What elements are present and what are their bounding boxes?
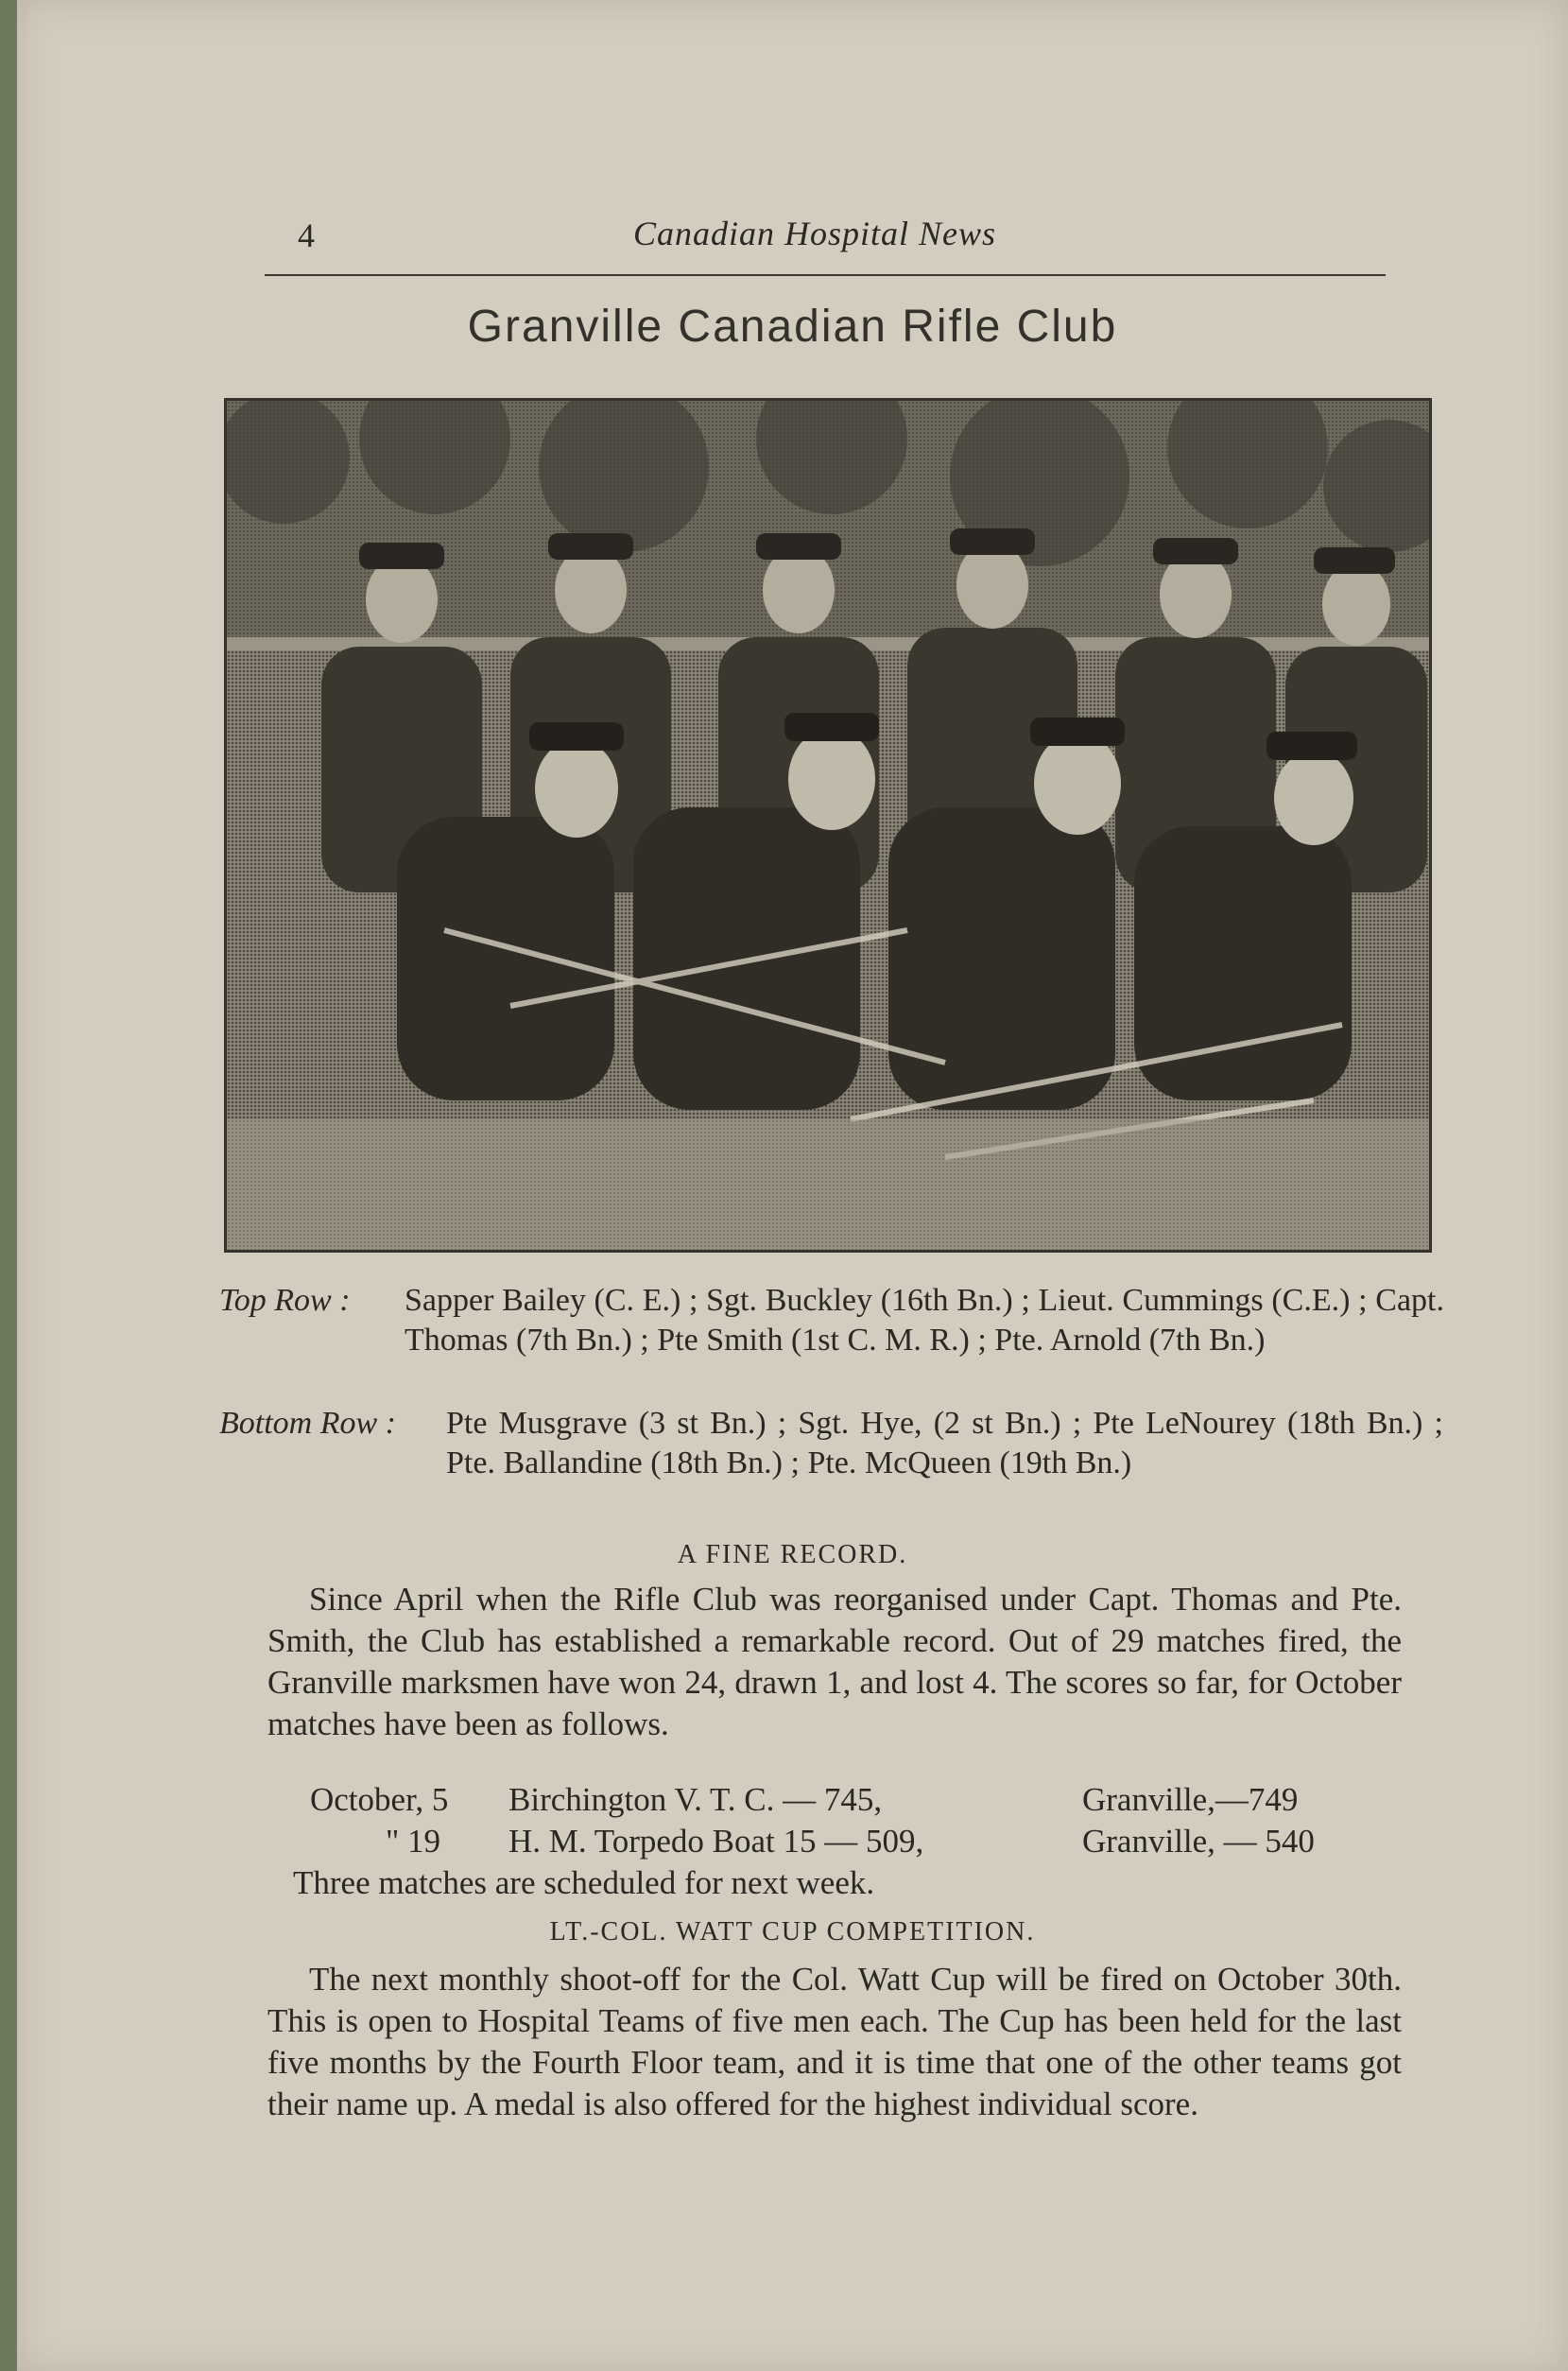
score-opponent: H. M. Torpedo Boat 15 — 509, [508, 1823, 924, 1860]
score-row-1 [310, 1781, 448, 1819]
page-binding-edge [0, 0, 17, 2371]
fine-record-paragraph: Since April when the Rifle Club was reorganised under Capt. Thomas and Pte. Smith, the Club has established a remarkable record. Out of 29 matches fired, the Granville marksmen have won 24, drawn 1, and lost 4. The scores so far, for October matches have been as follows. [267, 1581, 1402, 1742]
caption-top-row-label: Top Row : [219, 1283, 351, 1318]
photo-illustration [227, 401, 1429, 1250]
caption-top-row-text: Sapper Bailey (C. E.) ; Sgt. Buckley (16th Bn.) ; Lieut. Cummings (C.E.) ; Capt. Thomas (7th Bn.) ; Pte Smith (1st C. M. R.) ; Pte. Arnold (7th Bn.) [405, 1283, 1444, 1358]
section-heading-fine-record: A FINE RECORD. [677, 1540, 908, 1569]
score-row-2 [386, 1823, 440, 1860]
group-photo-image [224, 398, 1432, 1253]
caption-bottom-row-text: Pte Musgrave (3 st Bn.) ; Sgt. Hye, (2 st Bn.) ; Pte LeNourey (18th Bn.) ; Pte. Ballandine (18th Bn.) ; Pte. McQueen (19th Bn.) [446, 1406, 1443, 1480]
score-date: " 19 [386, 1823, 441, 1860]
caption-bottom-row-label: Bottom Row : [219, 1406, 396, 1441]
running-head: Canadian Hospital News [633, 215, 997, 252]
watt-cup-paragraph: The next monthly shoot-off for the Col. Watt Cup will be fired on October 30th. This is open to Hospital Teams of five men each. The Cup has been held for the last five months by the Fourth Floor team, and it is time that one of the other teams got their name up. A medal is also offered for the highest individual score. [267, 1961, 1402, 2122]
score-row-1-granville [1082, 1781, 1298, 1819]
score-opponent: Birchington V. T. C. — 745, [508, 1781, 883, 1818]
section-heading-watt-cup: LT.-COL. WATT CUP COMPETITION. [549, 1917, 1036, 1947]
scheduled-matches-text: Three matches are scheduled for next week. [293, 1864, 875, 1901]
score-granville: Granville, — 540 [1082, 1823, 1315, 1860]
score-date: October, 5 [310, 1781, 449, 1818]
score-row-2-granville [1082, 1823, 1315, 1860]
article-title: Granville Canadian Rifle Club [467, 302, 1118, 352]
score-row-1-opponent [508, 1781, 882, 1819]
page-number: 4 [298, 216, 315, 254]
score-row-2-opponent [508, 1823, 923, 1860]
header-rule [265, 274, 1386, 276]
score-granville: Granville,—749 [1082, 1781, 1299, 1818]
newsletter-page [17, 0, 1568, 2371]
